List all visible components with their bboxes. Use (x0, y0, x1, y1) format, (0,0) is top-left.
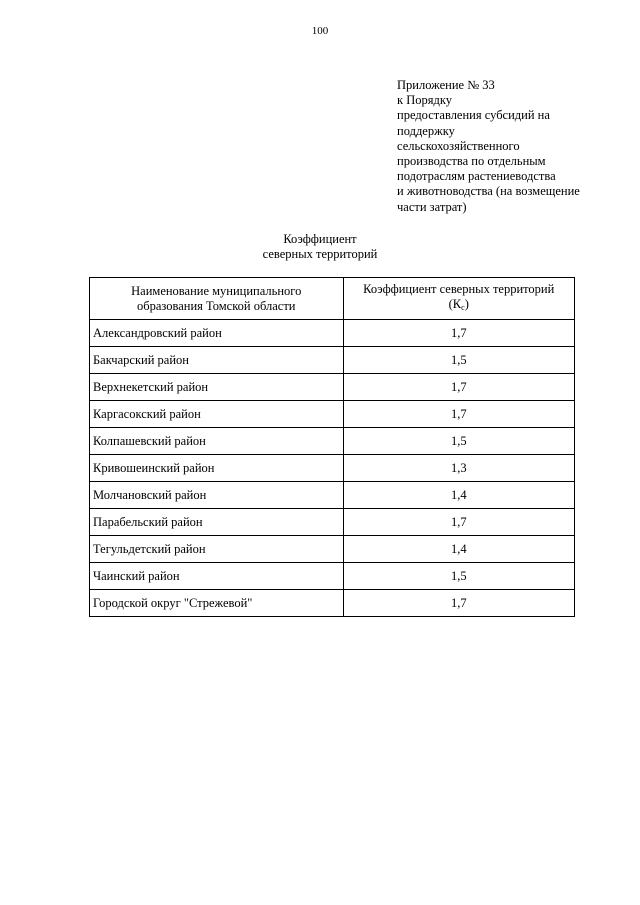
title-line: северных территорий (262, 247, 378, 261)
municipality-cell: Тегульдетский район (90, 536, 344, 563)
header-symbol (344, 297, 575, 315)
header-text: ) (464, 297, 469, 311)
table-row (90, 428, 575, 455)
table-row (90, 455, 575, 482)
appendix-line: предоставления субсидий на (397, 108, 550, 123)
header-coefficient (343, 278, 575, 320)
municipality-cell: Парабельский район (90, 509, 344, 536)
title-line: Коэффициент (283, 232, 357, 246)
appendix-line: к Порядку (397, 93, 452, 108)
appendix-line: производства по отдельным (397, 154, 546, 169)
table-header-row (90, 278, 575, 320)
header-subscript: с (461, 303, 465, 312)
table-row (90, 536, 575, 563)
municipality-cell: Молчановский район (90, 482, 344, 509)
coefficient-cell: 1,5 (343, 563, 575, 590)
municipality-cell: Кривошеинский район (90, 455, 344, 482)
document-title (0, 232, 640, 262)
table-row (90, 590, 575, 617)
appendix-line: поддержку (397, 123, 455, 138)
coefficient-cell: 1,5 (343, 347, 575, 374)
municipality-cell: Городской округ "Стрежевой" (90, 590, 344, 617)
appendix-block (397, 78, 617, 215)
page-number: 100 (311, 25, 329, 37)
table-row (90, 509, 575, 536)
coefficient-cell: 1,7 (343, 590, 575, 617)
coefficient-cell: 1,7 (343, 374, 575, 401)
appendix-line: части затрат) (397, 199, 467, 214)
appendix-line: Приложение № 33 (397, 78, 495, 92)
coefficient-table (89, 277, 575, 617)
table-row (90, 563, 575, 590)
coefficient-cell: 1,3 (343, 455, 575, 482)
appendix-line: подотраслям растениеводства (397, 169, 556, 184)
header-text: Коэффициент северных территорий (363, 282, 555, 296)
municipality-cell: Чаинский район (90, 563, 344, 590)
header-municipality (90, 278, 344, 320)
municipality-cell: Александровский район (90, 320, 344, 347)
table-row (90, 401, 575, 428)
coefficient-cell: 1,7 (343, 401, 575, 428)
coefficient-cell: 1,5 (343, 428, 575, 455)
header-text: образования Томской области (136, 298, 296, 313)
appendix-line: и животноводства (на возмещение (397, 184, 580, 199)
coefficient-cell: 1,7 (343, 509, 575, 536)
table-row (90, 320, 575, 347)
coefficient-cell: 1,4 (343, 482, 575, 509)
municipality-cell: Верхнекетский район (90, 374, 344, 401)
table-row (90, 374, 575, 401)
appendix-line: сельскохозяйственного (397, 138, 520, 153)
coefficient-cell: 1,4 (343, 536, 575, 563)
header-text: Наименование муниципального (131, 283, 302, 298)
header-text: (К (448, 297, 462, 311)
table-row (90, 347, 575, 374)
municipality-cell: Бакчарский район (90, 347, 344, 374)
coefficient-cell: 1,7 (343, 320, 575, 347)
table-row (90, 482, 575, 509)
municipality-cell: Колпашевский район (90, 428, 344, 455)
municipality-cell: Каргасокский район (90, 401, 344, 428)
